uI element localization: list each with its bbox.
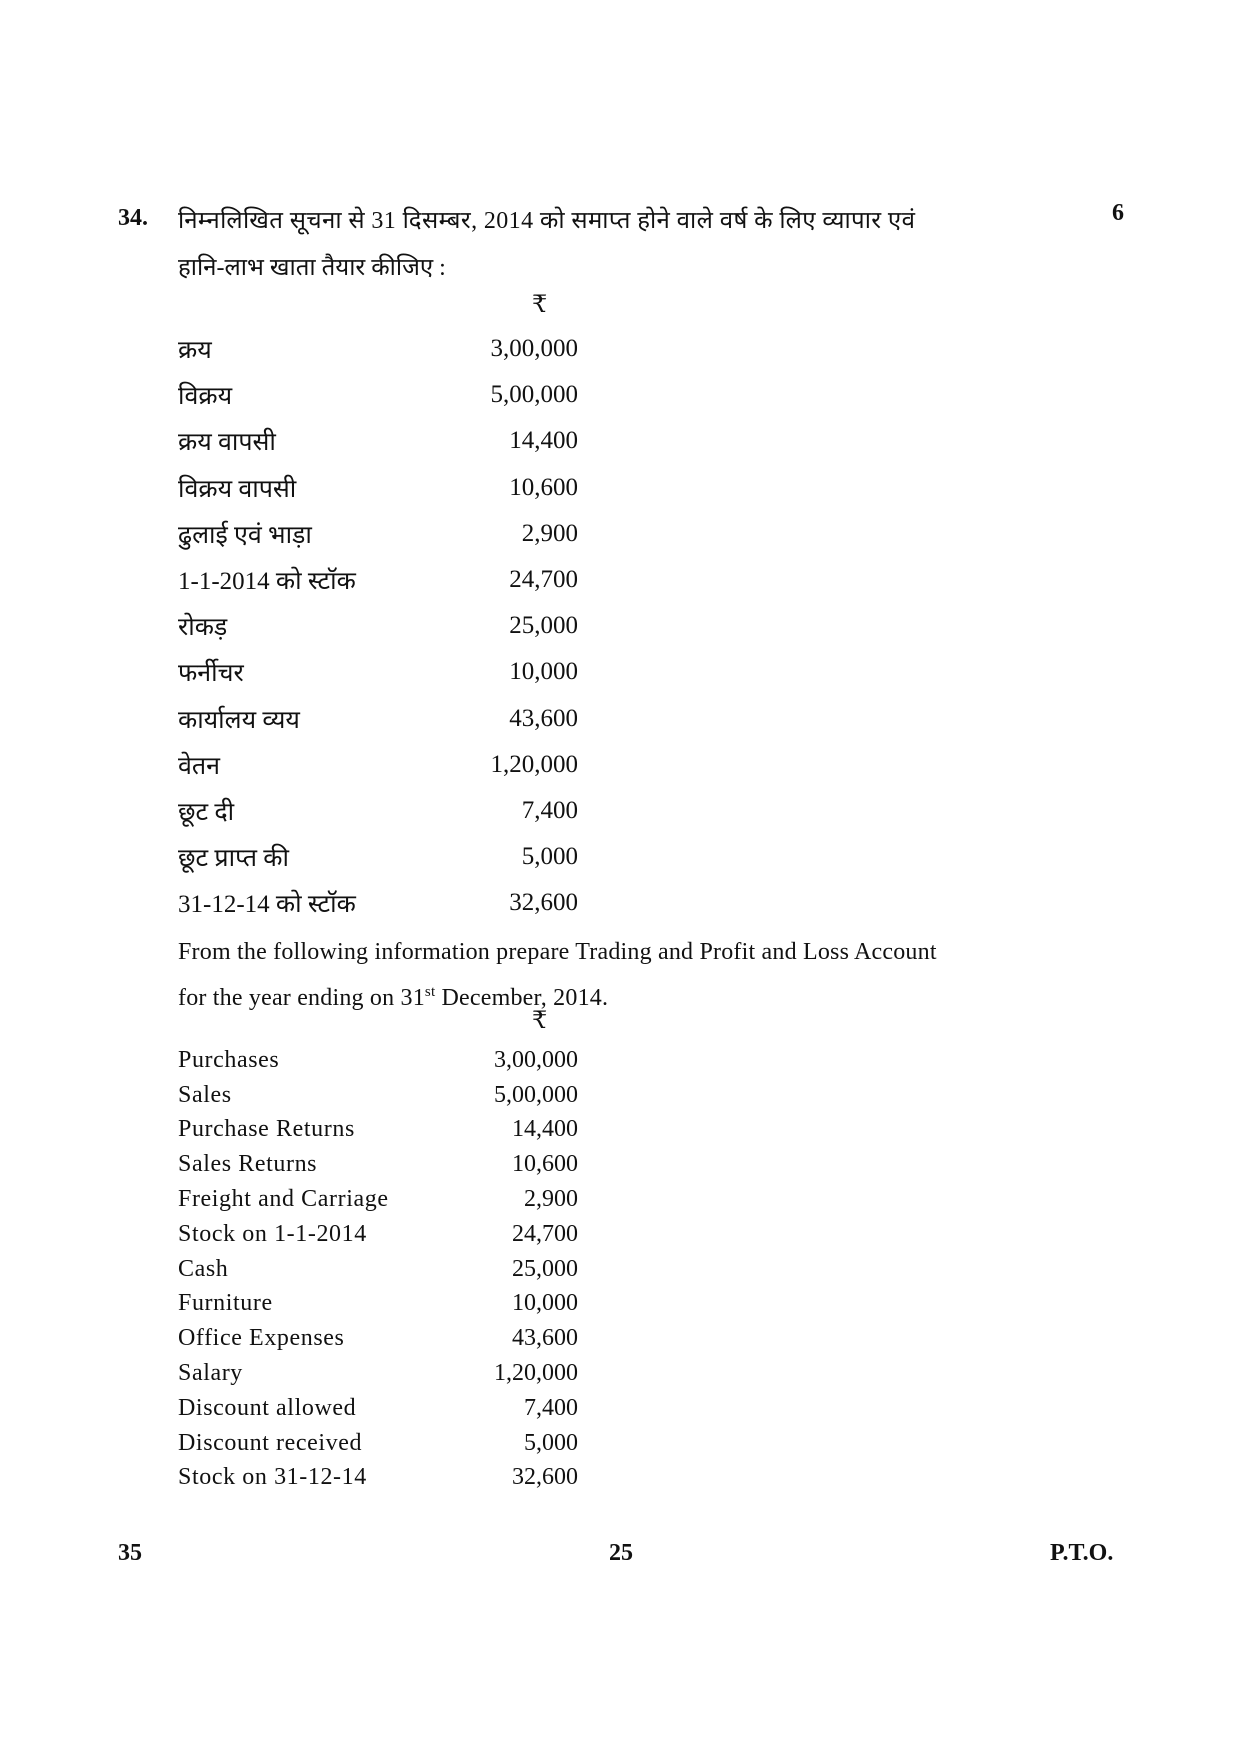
item-value: 24,700 [512,1220,578,1247]
item-value: 3,00,000 [494,1046,578,1073]
item-label: Purchase Returns [178,1116,355,1143]
item-value: 2,900 [524,1186,578,1213]
list-item [178,696,578,742]
item-label: वेतन [178,752,221,780]
list-item [178,1217,578,1252]
item-value: 43,600 [512,1325,578,1352]
item-label: कार्यालय व्यय [178,706,300,734]
list-item [178,1078,578,1113]
item-label: विक्रय [178,383,233,411]
item-value: 14,400 [512,1116,578,1143]
item-value: 25,000 [509,612,578,640]
list-item [178,1043,578,1078]
footer-page-number: 25 [609,1540,633,1566]
list-item [178,880,578,926]
item-value: 32,600 [512,1464,578,1491]
item-label: Furniture [178,1290,273,1317]
item-value: 43,600 [509,704,578,732]
list-item [178,465,578,511]
list-item [178,1461,578,1496]
item-value: 5,000 [521,843,578,871]
item-label: Sales Returns [178,1151,318,1178]
item-value: 24,700 [509,566,578,594]
question-marks: 6 [1112,200,1124,226]
list-item [178,557,578,603]
item-label: क्रय वापसी [178,429,276,457]
item-label: 31-12-14 को स्टॉक [178,891,356,919]
item-label: ढुलाई एवं भाड़ा [178,521,312,549]
item-value: 25,000 [512,1255,578,1282]
item-value: 10,000 [509,658,578,686]
list-item [178,372,578,418]
item-label: रोकड़ [178,614,228,642]
english-item-list [178,1043,578,1495]
list-item [178,742,578,788]
question-number: 34. [118,205,148,231]
list-item [178,1391,578,1426]
item-value: 7,400 [521,796,578,824]
list-item [178,1356,578,1391]
item-value: 7,400 [524,1394,578,1421]
english-question-line-1: From the following information prepare Trading and Profit and Loss Account [178,939,937,965]
list-item [178,418,578,464]
item-value: 32,600 [509,889,578,917]
item-label: Freight and Carriage [178,1186,389,1213]
list-item [178,1252,578,1287]
item-value: 10,600 [509,473,578,501]
item-value: 1,20,000 [494,1360,578,1387]
list-item [178,326,578,372]
item-label: Office Expenses [178,1325,345,1352]
item-value: 3,00,000 [490,335,578,363]
footer-pto: P.T.O. [1050,1540,1114,1566]
item-label: छूट प्राप्त की [178,845,289,873]
item-label: Sales [178,1081,232,1108]
list-item [178,1147,578,1182]
item-label: क्रय [178,337,212,365]
item-label: फर्नीचर [178,660,244,688]
item-value: 1,20,000 [490,750,578,778]
item-label: Stock on 31-12-14 [178,1464,367,1491]
list-item [178,1182,578,1217]
item-value: 5,00,000 [494,1081,578,1108]
list-item [178,511,578,557]
item-value: 10,000 [512,1290,578,1317]
english-question-line-2: for the year ending on 31st December, 2014. [178,984,609,1011]
hindi-currency-header: ₹ [532,292,548,318]
item-value: 5,000 [524,1429,578,1456]
item-value: 10,600 [512,1151,578,1178]
item-label: छूट दी [178,798,235,826]
item-label: Stock on 1-1-2014 [178,1220,367,1247]
item-value: 14,400 [509,427,578,455]
list-item [178,1321,578,1356]
list-item [178,1287,578,1322]
item-label: Purchases [178,1046,280,1073]
list-item [178,834,578,880]
english-question [178,932,1078,1018]
item-value: 5,00,000 [490,381,578,409]
item-label: 1-1-2014 को स्टॉक [178,568,356,596]
item-label: विक्रय वापसी [178,475,297,503]
english-currency-header: ₹ [532,1008,548,1034]
item-value: 2,900 [521,519,578,547]
item-label: Cash [178,1255,229,1282]
list-item [178,1426,578,1461]
item-label: Discount received [178,1429,363,1456]
item-label: Discount allowed [178,1394,357,1421]
footer-code: 35 [118,1540,142,1566]
list-item [178,649,578,695]
item-label: Salary [178,1360,243,1387]
hindi-question-line-1: निम्नलिखित सूचना से 31 दिसम्बर, 2014 को समाप्त होने वाले वर्ष के लिए व्यापार एवं [178,208,916,234]
hindi-item-list [178,326,578,926]
hindi-question-line-2: हानि-लाभ खाता तैयार कीजिए : [178,255,446,281]
list-item [178,603,578,649]
list-item [178,1113,578,1148]
list-item [178,788,578,834]
